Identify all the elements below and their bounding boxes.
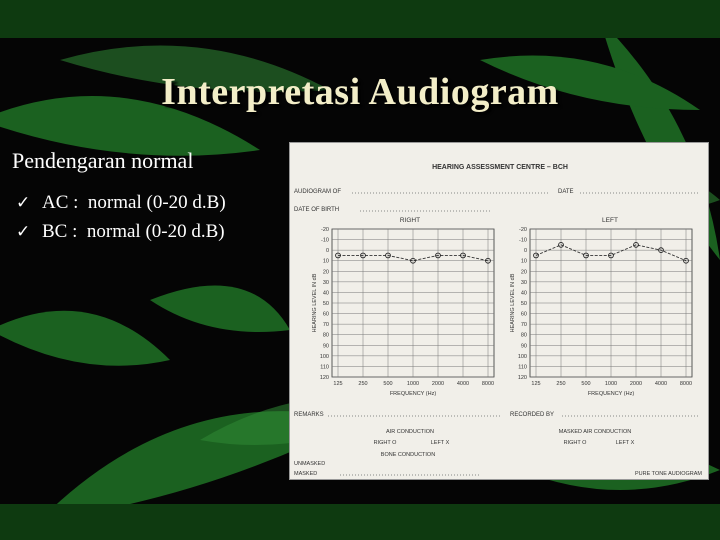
unmasked-label: UNMASKED xyxy=(294,461,326,467)
check-icon: ✓ xyxy=(16,221,31,242)
bone-conduction-label: BONE CONDUCTION xyxy=(380,452,436,458)
y-tick-label: 90 xyxy=(322,343,329,350)
x-axis-label: FREQUENCY (Hz) xyxy=(389,391,437,397)
y-tick-label: 10 xyxy=(322,258,329,265)
y-tick-label: 80 xyxy=(520,332,527,339)
y-tick-label: 30 xyxy=(322,279,329,286)
masked-left-legend: LEFT X xyxy=(615,440,635,446)
x-tick-label: 2000 xyxy=(629,381,643,387)
x-tick-label: 8000 xyxy=(679,381,693,387)
y-tick-label: 0 xyxy=(325,248,329,255)
slide-title: Interpretasi Audiogram xyxy=(161,71,559,113)
y-tick-label: 40 xyxy=(322,290,329,297)
y-tick-label: -20 xyxy=(519,227,527,233)
right-legend: RIGHT O xyxy=(373,440,397,446)
pure-tone-label: PURE TONE AUDIOGRAM xyxy=(634,471,702,477)
date-of-birth-label: DATE OF BIRTH xyxy=(294,207,340,213)
right-audiogram-chart xyxy=(312,227,494,397)
form-header: HEARING ASSESSMENT CENTRE – BCH xyxy=(432,164,568,171)
y-tick-label: 70 xyxy=(322,322,329,329)
x-tick-label: 250 xyxy=(358,381,368,387)
x-tick-label: 2000 xyxy=(431,381,445,387)
check-icon: ✓ xyxy=(16,192,31,213)
x-tick-label: 125 xyxy=(531,381,541,387)
x-tick-label: 250 xyxy=(556,381,566,387)
y-tick-label: -10 xyxy=(321,237,329,244)
y-tick-label: 20 xyxy=(322,269,329,276)
bullet-text: AC : normal (0-20 d.B) xyxy=(42,191,226,213)
y-tick-label: 50 xyxy=(520,301,527,307)
y-tick-label: 10 xyxy=(520,258,527,265)
x-tick-label: 125 xyxy=(333,381,343,387)
right-ear-label: RIGHT xyxy=(399,217,421,224)
y-tick-label: 60 xyxy=(322,311,329,318)
y-tick-label: 20 xyxy=(520,269,527,276)
y-tick-label: 50 xyxy=(322,301,329,307)
y-tick-label: 110 xyxy=(320,364,329,371)
bullet-item-bc xyxy=(16,217,226,246)
x-tick-label: 500 xyxy=(581,381,591,387)
y-tick-label: 100 xyxy=(517,353,527,360)
bullet-item-ac xyxy=(16,188,226,217)
masked-right-legend: RIGHT O xyxy=(563,440,587,446)
y-tick-label: 110 xyxy=(518,364,527,371)
y-axis-label: HEARING LEVEL IN dB xyxy=(312,273,318,333)
x-tick-label: 1000 xyxy=(604,381,618,387)
x-tick-label: 1000 xyxy=(406,381,420,387)
y-tick-label: 70 xyxy=(520,322,527,329)
y-tick-label: 0 xyxy=(523,248,527,255)
masked-label: MASKED xyxy=(294,471,318,477)
y-tick-label: 120 xyxy=(517,375,527,381)
recorded-by-label: RECORDED BY xyxy=(510,412,555,418)
remarks-label: REMARKS xyxy=(294,412,324,418)
date-label: DATE xyxy=(558,189,574,195)
audiogram-of-label: AUDIOGRAM OF xyxy=(294,189,342,195)
y-tick-label: -20 xyxy=(321,227,329,233)
audiogram-form xyxy=(290,143,708,479)
x-axis-label: FREQUENCY (Hz) xyxy=(587,391,635,397)
y-tick-label: 30 xyxy=(520,279,527,286)
left-audiogram-chart xyxy=(510,227,692,397)
masked-air-conduction-label: MASKED AIR CONDUCTION xyxy=(558,429,632,435)
x-tick-label: 4000 xyxy=(456,381,470,387)
y-tick-label: 80 xyxy=(322,332,329,339)
y-tick-label: 120 xyxy=(319,375,329,381)
y-axis-label: HEARING LEVEL IN dB xyxy=(510,273,516,333)
slide-subtitle: Pendengaran normal xyxy=(12,148,194,173)
y-tick-label: 40 xyxy=(520,290,527,297)
y-tick-label: 100 xyxy=(319,353,329,360)
bullet-text: BC : normal (0-20 d.B) xyxy=(42,220,225,242)
x-tick-label: 500 xyxy=(383,381,393,387)
bullet-list xyxy=(16,188,226,246)
x-tick-label: 4000 xyxy=(654,381,668,387)
y-tick-label: 60 xyxy=(520,311,527,318)
air-conduction-label: AIR CONDUCTION xyxy=(386,429,434,435)
y-tick-label: -10 xyxy=(519,237,527,244)
left-ear-label: LEFT xyxy=(602,217,618,224)
y-tick-label: 90 xyxy=(520,343,527,350)
audiogram-sheet xyxy=(290,143,708,479)
left-legend: LEFT X xyxy=(430,440,450,446)
x-tick-label: 8000 xyxy=(481,381,495,387)
